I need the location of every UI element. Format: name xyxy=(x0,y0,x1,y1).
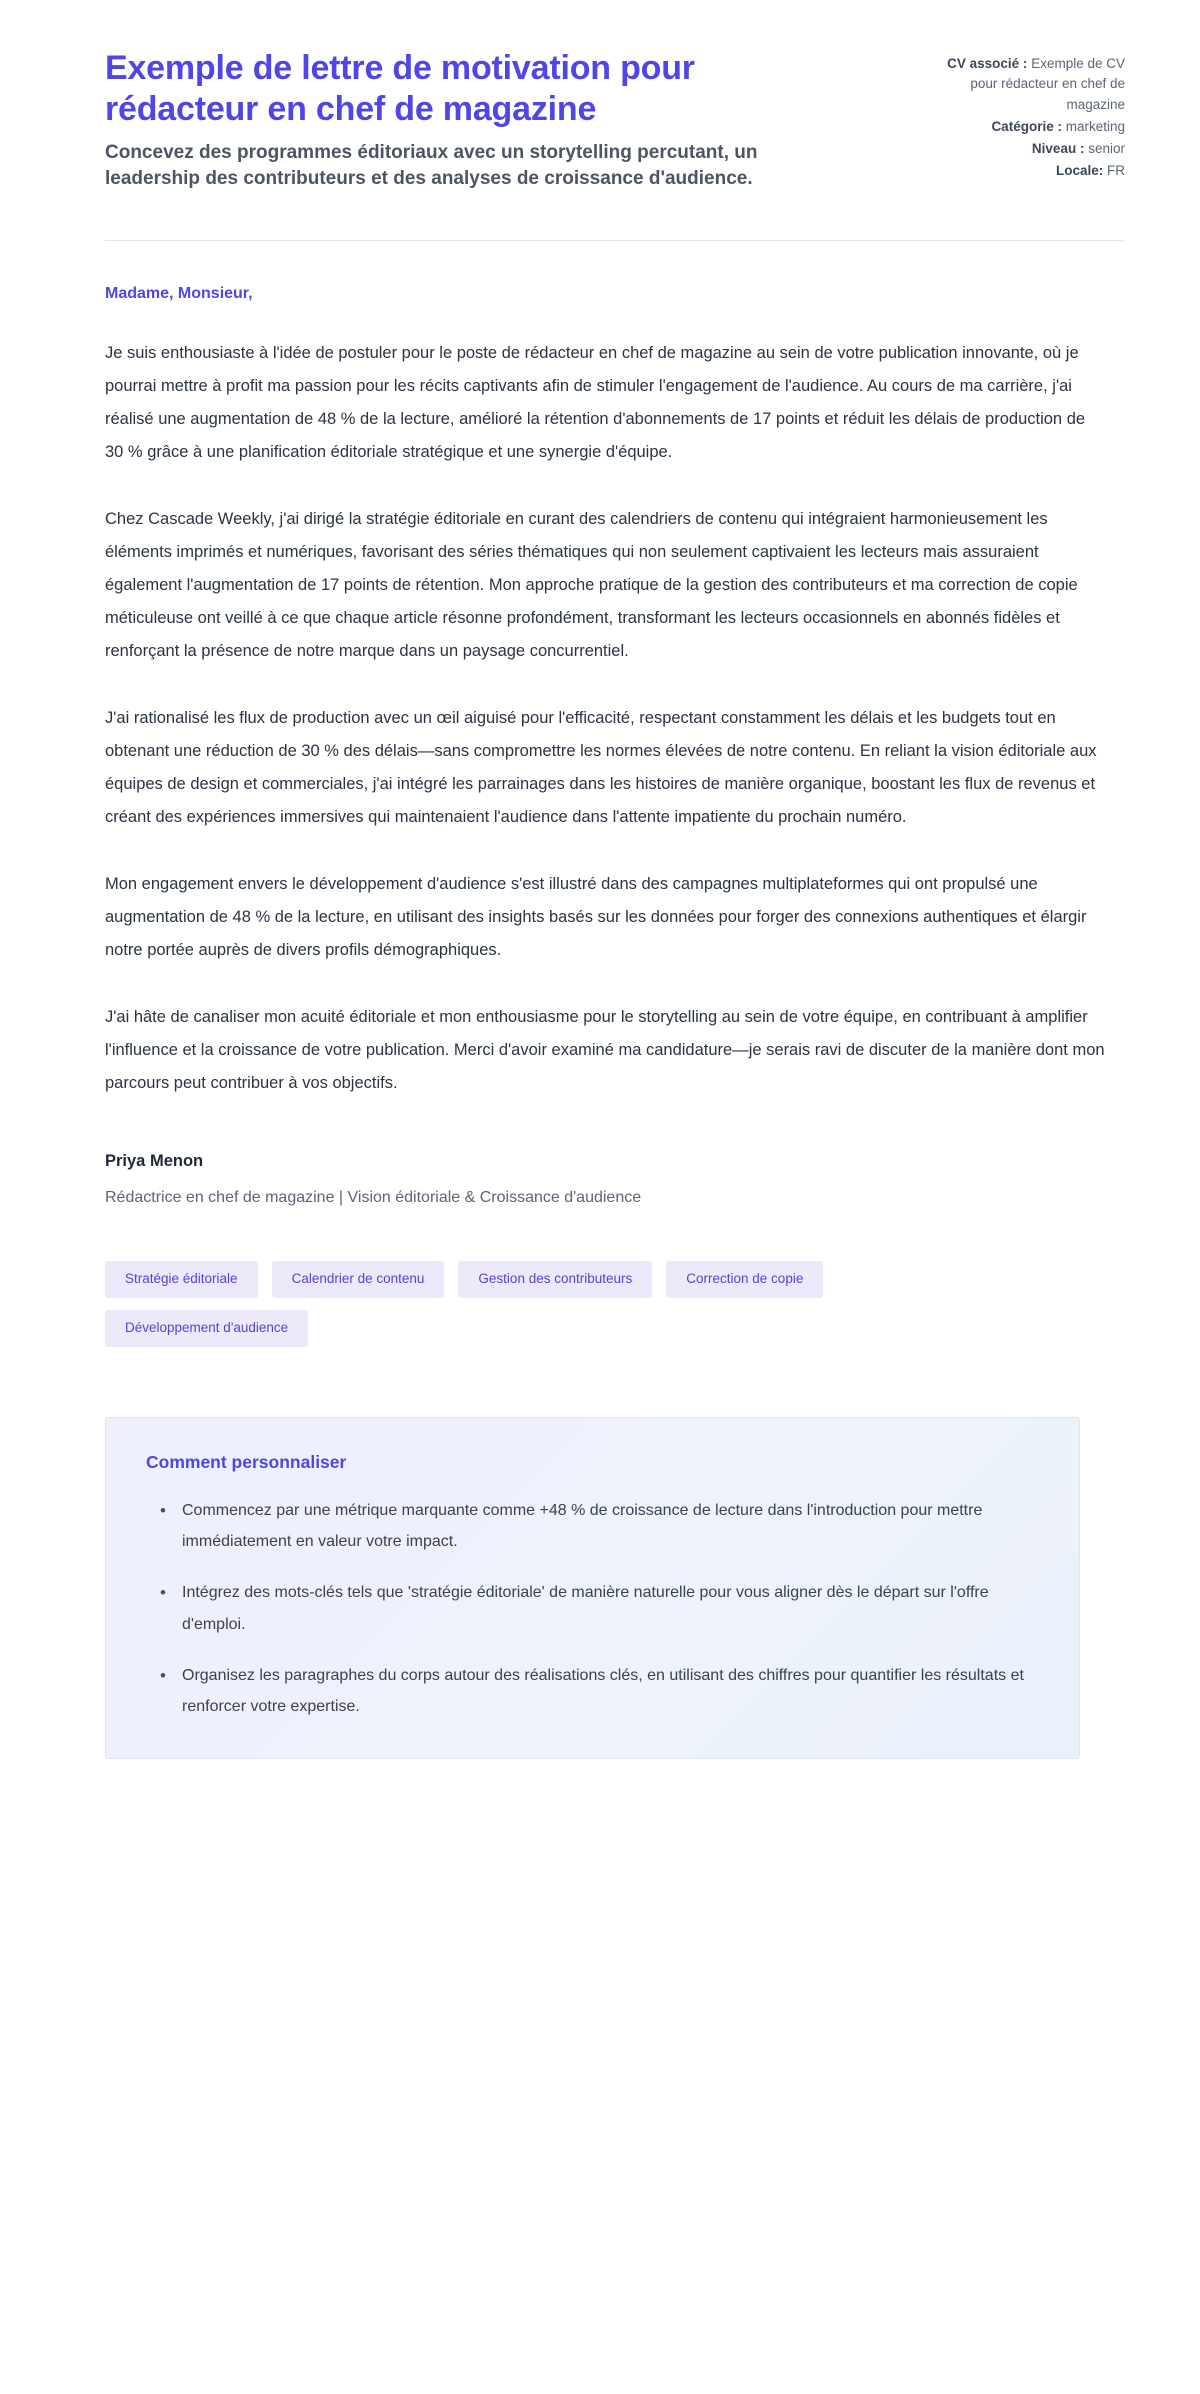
signature-role: Rédactrice en chef de magazine | Vision éditoriale & Croissance d'audience xyxy=(105,1189,642,1207)
meta-row-cv xyxy=(935,54,1125,115)
callout-tip-item: • Intégrez des mots-clés tels que 'stratégie éditoriale' de manière naturelle pour vous aligner dès le départ sur l'offre d'emploi. xyxy=(168,1577,1039,1639)
page-header xyxy=(105,48,1125,192)
callout-tip-item: • Organisez les paragraphes du corps autour des réalisations clés, en utilisant des chiffres pour quantifier les résultats et renforcer votre expertise. xyxy=(168,1660,1039,1722)
meta-value-locale: FR xyxy=(1107,163,1125,179)
letter-paragraph: Mon engagement envers le développement d'audience s'est illustré dans des campagnes multiplateformes qui ont propulsé une augmentation de 48 % de la lecture, en utilisant des insights basés sur les données pour forger des connexions authentiques et élargir notre portée auprès de divers profils démographiques. xyxy=(105,875,1087,960)
callout-tip-item: • Commencez par une métrique marquante comme +48 % de croissance de lecture dans l'introduction pour mettre immédiatement en valeur votre impact. xyxy=(168,1495,1039,1557)
callout-tip-list xyxy=(146,1495,1039,1722)
meta-row-locale xyxy=(935,161,1125,181)
customization-callout xyxy=(105,1417,1080,1759)
skill-tag[interactable]: Gestion des contributeurs xyxy=(458,1261,652,1298)
meta-label-level: Niveau : xyxy=(1031,141,1085,156)
skill-tag[interactable]: Développement d'audience xyxy=(105,1310,308,1347)
document-metadata xyxy=(935,48,1125,184)
meta-value-category: marketing xyxy=(1065,118,1125,134)
letter-paragraph: J'ai hâte de canaliser mon acuité éditoriale et mon enthousiasme pour le storytelling au sein de votre équipe, en contribuant à amplifier l'influence et la croissance de votre publication. Merci d'avoir examiné ma candidature—je serais ravi de discuter de la manière dont mon parcours peut contribuer à vos objectifs. xyxy=(105,1008,1105,1093)
skill-tag[interactable]: Correction de copie xyxy=(666,1261,823,1298)
callout-title: Comment personnaliser xyxy=(146,1452,347,1473)
header-title-block xyxy=(105,48,825,192)
letter-paragraph: Je suis enthousiaste à l'idée de postuler pour le poste de rédacteur en chef de magazine au sein de votre publication innovante, où je pourrai mettre à profit ma passion pour les récits captivants afin de stimuler l'engagement de l'audience. Au cours de ma carrière, j'ai réalisé une augmentation de 48 % de la lecture, amélioré la rétention d'abonnements de 17 points et réduit les délais de production de 30 % grâce à une planification éditoriale stratégique et une synergie d'équipe. xyxy=(105,344,1086,462)
meta-label-locale: Locale: xyxy=(1055,163,1104,179)
page-subtitle: Concevez des programmes éditoriaux avec un storytelling percutant, un leadership des contributeurs et des analyses de croissance d'audience. xyxy=(105,141,758,190)
letter-paragraph: J'ai rationalisé les flux de production avec un œil aiguisé pour l'efficacité, respectant constamment les délais et les budgets tout en obtenant une réduction de 30 % des délais—sans compromettre les normes élevées de notre contenu. En reliant la vision éditoriale aux équipes de design et commerciales, j'ai intégré les parrainages dans les histoires de manière organique, boostant les flux de revenus et créant des expériences immersives qui maintenaient l'audience dans l'attente impatiente du prochain numéro. xyxy=(105,709,1097,827)
meta-label-cv: CV associé : xyxy=(947,56,1028,71)
page-title: Exemple de lettre de motivation pour rédacteur en chef de magazine xyxy=(105,49,695,129)
skill-tag[interactable]: Stratégie éditoriale xyxy=(105,1261,258,1298)
letter-signature xyxy=(105,1152,1125,1207)
skill-tag-list xyxy=(105,1261,1025,1347)
meta-value-cv: Exemple de CV pour rédacteur en chef de magazine xyxy=(970,56,1125,112)
meta-label-category: Catégorie : xyxy=(991,118,1062,134)
letter-salutation: Madame, Monsieur, xyxy=(105,285,253,303)
meta-row-level xyxy=(935,139,1125,159)
skill-tag[interactable]: Calendrier de contenu xyxy=(272,1261,445,1298)
signature-name: Priya Menon xyxy=(105,1152,204,1171)
letter-body xyxy=(105,241,1125,1207)
meta-value-level: senior xyxy=(1088,141,1125,156)
meta-row-category xyxy=(935,117,1125,137)
letter-paragraph: Chez Cascade Weekly, j'ai dirigé la stratégie éditoriale en curant des calendriers de contenu qui intégraient harmonieusement les éléments imprimés et numériques, favorisant des séries thématiques qui non seulement captivaient les lecteurs mais assuraient également l'augmentation de 17 points de rétention. Mon approche pratique de la gestion des contributeurs et ma correction de copie méticuleuse ont veillé à ce que chaque article résonne profondément, transformant les lecteurs occasionnels en abonnés fidèles et renforçant la présence de notre marque dans un paysage concurrentiel. xyxy=(105,510,1078,661)
